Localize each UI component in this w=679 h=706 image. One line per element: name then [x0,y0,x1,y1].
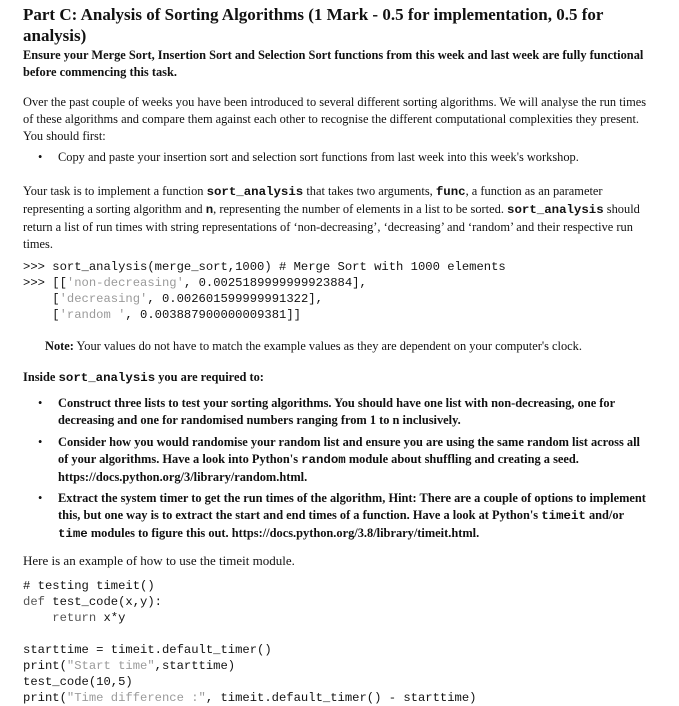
first-step-bullet: • Copy and paste your insertion sort and selection sort functions from last week into this week's workshop. [38,150,579,164]
requirement-bullet-lists: • Construct three lists to test your sorting algorithms. You should have one list with non-decreasing, one for decreasing and one for randomised numbers ranging from 1 to n inclusively. [38,396,615,427]
note-paragraph: Note: Your values do not have to match the example values as they are dependent on your computer's clock. [45,339,582,353]
timeit-intro: Here is an example of how to use the timeit module. [23,553,295,568]
bullet-icon: • [38,491,43,505]
requirement-bullet-random: • Consider how you would randomise your random list and ensure you are using the same random list across all of your algorithms. Have a look into Python's random module about shuffling and creating a seed. https://docs.python.org/3/library/random.html. [38,435,640,484]
bullet-icon: • [38,435,43,449]
bullet-icon: • [38,396,43,410]
timeit-code-block: # testing timeit() def test_code(x,y): return x*y starttime = timeit.default_timer() print("Start time",starttime) test_code(10,5) print("Time difference :", timeit.default_timer() - starttime) [23,579,477,705]
requirement-bullet-timer: • Extract the system timer to get the run times of the algorithm, Hint: There are a couple of options to implement this, but one way is to extract the start and end times of a function. Have a look at Python's timeit and/or time modules to figure this out. https://docs.python.org/3.8/library/timeit.html. [38,491,646,541]
task-paragraph: Your task is to implement a function sort_analysis that takes two arguments, func, a function as an parameter representing a sorting algorithm and n, representing the number of elements in a list to be sorted. sort_analysis should return a list of run times with string representations of ‘non-decreasing’, ‘decreasing’ and ‘random’ and their respective run times. [23,184,640,251]
prerequisite-note: Ensure your Merge Sort, Insertion Sort and Selection Sort functions from this week and last week are fully functional before commencing this task. [23,48,644,79]
inside-heading: Inside sort_analysis you are required to: [23,370,264,385]
section-title: Part C: Analysis of Sorting Algorithms (1 Mark - 0.5 for implementation, 0.5 for analysis) [23,5,604,45]
function-name: sort_analysis [206,185,304,199]
intro-paragraph: Over the past couple of weeks you have been introduced to several different sorting algorithms. We will analyse the run times of these algorithms and compare them against each other to recognise the different computational complexities they present. You should first: [23,95,647,143]
example-code-block: >>> sort_analysis(merge_sort,1000) # Merge Sort with 1000 elements >>> [['non-decreasing', 0.0025189999999923884], ['decreasing', 0.002601599999991322], ['random ', 0.003887900000009381]] [23,260,506,322]
bullet-icon: • [38,150,43,164]
